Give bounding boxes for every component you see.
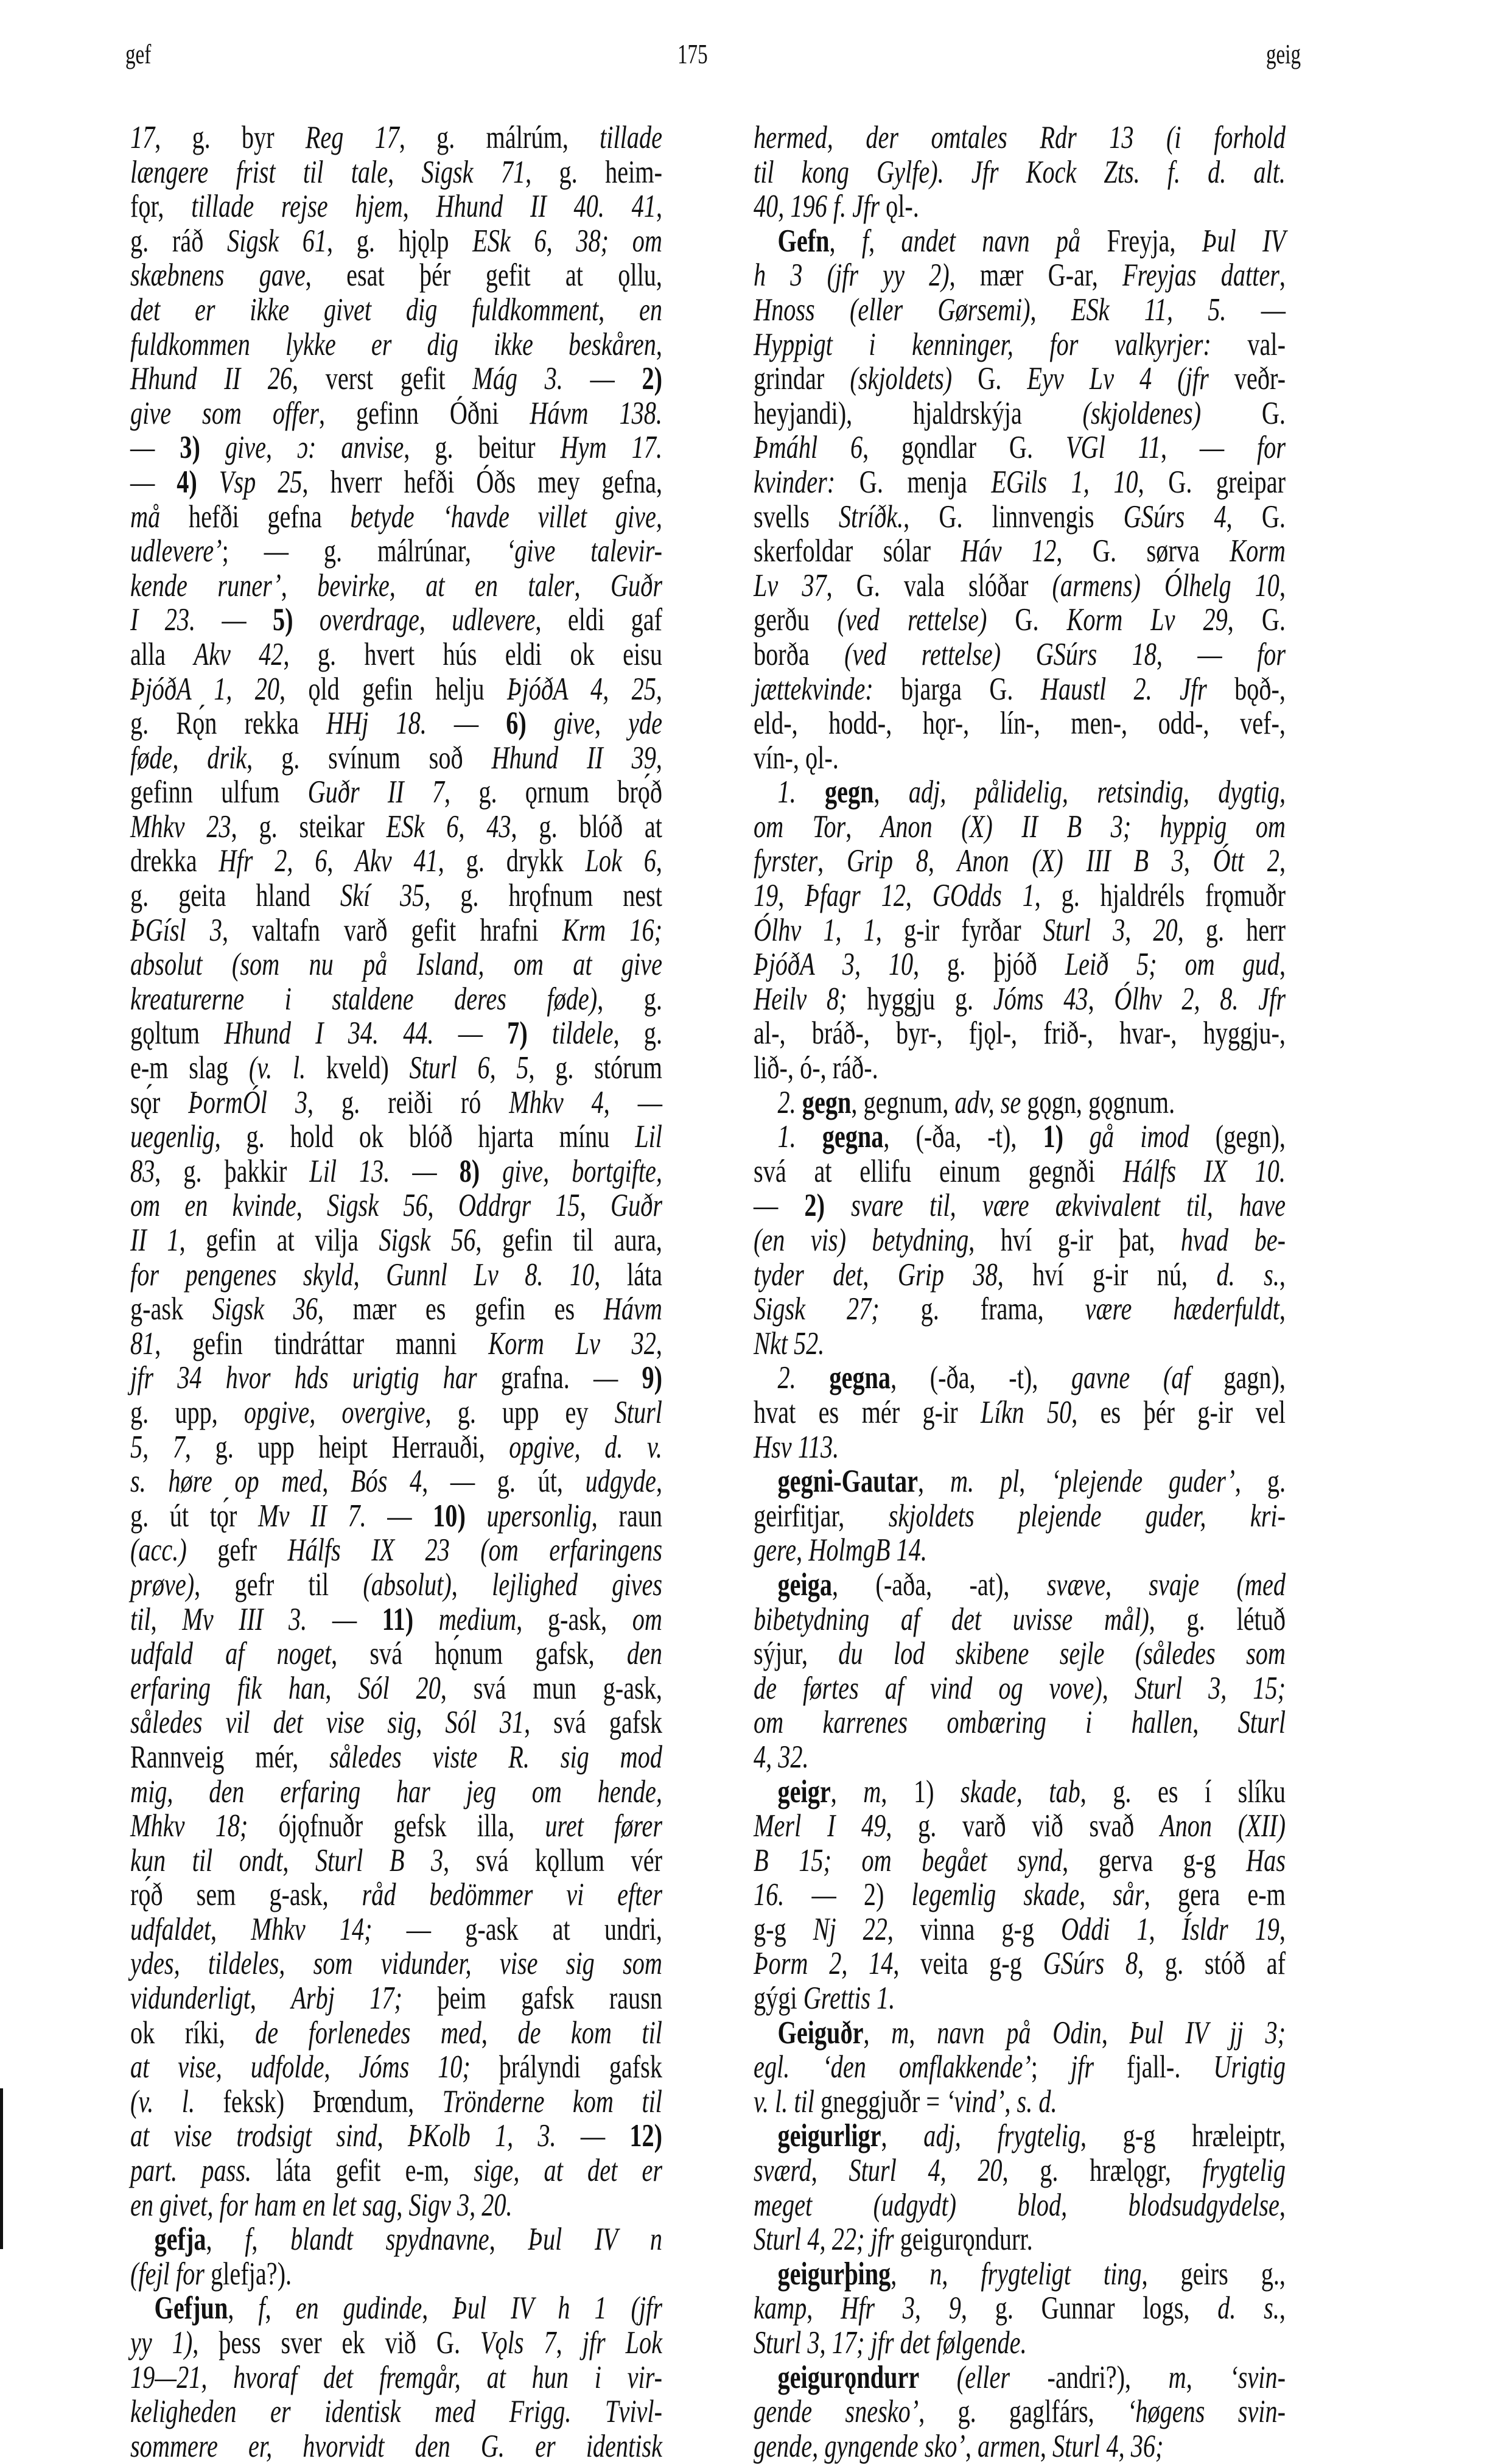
entry-text-line: sǫ́r ÞormÓl 3, g. reiði ró Mhkv 4, — [130, 1084, 663, 1120]
entry-text-line: Ólhv 1, 1, g-ir fyrðar Sturl 3, 20, g. herr [754, 912, 1286, 948]
entry-text-line: det er ikke givet dig fuldkomment, en [130, 292, 662, 328]
entry-text-line: geirfitjar, skjoldets plejende guder, kri- [754, 1498, 1286, 1534]
entry-text-line: udlevere’; — g. málrúnar, ‘give talevir- [130, 533, 662, 569]
entry-text-line: Þorm 2, 14, veita g-g GSúrs 8, g. stóð af [754, 1946, 1286, 1982]
entry-text-line: 19, Þfagr 12, GOdds 1, g. hjaldréls frǫmuðr [754, 878, 1286, 914]
entry-text-line: må hefði gefna betyde ‘havde villet give, [130, 499, 662, 535]
entry-headline: geigr, m, 1) skade, tab, g. es í slíku [777, 1774, 1286, 1809]
entry-text-line: absolut (som nu på Island, om at give [130, 947, 662, 983]
entry-text-line: Hhund II 26, verst gefit Mág 3. — 2) [130, 361, 663, 397]
entry-text-line: lið-, ó-, ráð-. [754, 1050, 878, 1086]
entry-text-line: skæbnens gave, esat þér gefit at ǫllu, [130, 258, 662, 293]
entry-text-line: s. høre op med, Bós 4, — g. út, udgyde, [130, 1464, 663, 1500]
entry-text-line: udfald af noget, svá hǫ́num gafsk, den [130, 1636, 662, 1672]
entry-text-line: længere frist til tale, Sigsk 71, g. heim- [130, 154, 663, 190]
entry-text-line: 19—21, hvoraf det fremgår, at hun i vir- [130, 2359, 662, 2395]
entry-headline: gegni-Gautar, m. pl, ‘plejende guder’, g. [777, 1464, 1286, 1500]
entry-text-line: g. út tǫ́r Mv II 7. — 10) upersonlig, raun [130, 1498, 663, 1534]
entry-text-line: tyder det, Grip 38, hví g-ir nú, d. s., [754, 1257, 1286, 1293]
entry-headline: 2. gegn, gegnum, adv, se gǫgn, gǫgnum. [777, 1084, 1175, 1120]
entry-text-line: 83, g. þakkir Lil 13. — 8) give, bortgifte, [130, 1153, 663, 1189]
entry-text-line: om Tor, Anon (X) II B 3; hyppig om [754, 809, 1286, 844]
entry-text-line: — 2) svare til, være ækvivalent til, have [754, 1188, 1286, 1224]
entry-text-line: udfaldet, Mhkv 14; — g-ask at undri, [130, 1911, 662, 1947]
entry-headline: geigurþing, n, frygteligt ting, geirs g., [777, 2256, 1286, 2292]
entry-text-line: egl. ‘den omflakkende’; jfr fjall-. Urigtig [754, 2049, 1286, 2085]
entry-text-line: gere, HolmgB 14. [754, 1532, 927, 1568]
right-column-lines [754, 121, 1286, 2463]
entry-headline: geiga, (-aða, -at), svæve, svaje (med [777, 1567, 1286, 1602]
entry-text-line: Sturl 4, 22; jfr geigurǫndurr. [754, 2222, 1033, 2258]
entry-text-line: g. ráð Sigsk 61, g. hjǫlp ESk 6, 38; om [130, 223, 662, 259]
entry-text-line: g. upp, opgive, overgive, g. upp ey Sturl [130, 1394, 662, 1430]
entry-text-line: om en kvinde, Sigsk 56, Oddrgr 15, Guðr [130, 1188, 663, 1224]
entry-text-line: om karrenes ombæring i hallen, Sturl [754, 1705, 1286, 1741]
entry-text-line: g. Rǫ́n rekka HHj 18. — 6) give, yde [130, 706, 662, 742]
entry-text-line: heyjandi), hjaldrskýja (skjoldenes) G. [754, 395, 1286, 431]
entry-text-line: gerðu (ved rettelse) G. Korm Lv 29, G. [754, 602, 1286, 638]
entry-text-line: Mhkv 18; ójǫfnuðr gefsk illa, uret fører [130, 1808, 662, 1844]
running-head-right: geig [1266, 38, 1301, 69]
entry-text-line: kvinder: G. menja EGils 1, 10, G. greipar [754, 464, 1286, 500]
entry-text-line: Sturl 3, 17; jfr det følgende. [754, 2325, 1027, 2360]
entry-text-line: de førtes af vind og vove), Sturl 3, 15; [754, 1670, 1286, 1706]
entry-text-line: grindar (skjoldets) G. Eyv Lv 4 (jfr veðr- [754, 361, 1286, 397]
entry-text-line: Merl I 49, g. varð við svað Anon (XII) [754, 1808, 1286, 1844]
entry-text-line: alla Akv 42, g. hvert hús eldi ok eisu [130, 636, 662, 672]
left-column [130, 121, 830, 2463]
entry-headline: 2. gegna, (-ða, -t), gavne (af gagn), [777, 1360, 1286, 1396]
entry-text-line: prøve), gefr til (absolut), lejlighed gives [130, 1567, 663, 1602]
entry-headline: geigurǫndurr (eller -andri?), m, ‘svin- [777, 2359, 1286, 2395]
entry-text-line: Nkt 52. [754, 1325, 825, 1361]
entry-text-line: g. geita hland Skí 35, g. hrǫfnum nest [130, 878, 662, 914]
entry-headline: Gefn, f, andet navn på Freyja, Þul IV [777, 223, 1286, 259]
entry-text-line: Lv 37, G. vala slóðar (armens) Ólhelg 10, [754, 567, 1286, 603]
entry-text-line: Mhkv 23, g. steikar ESk 6, 43, g. blóð at [130, 809, 662, 844]
entry-headline: Geiguðr, m, navn på Odin, Þul IV jj 3; [777, 2015, 1286, 2051]
entry-text-line: svá at ellifu einum gegnði Hálfs IX 10. [754, 1153, 1286, 1189]
entry-text-line: svells Stríðk., G. linnvengis GSúrs 4, G. [754, 499, 1286, 535]
entry-text-line: gýgi Grettis 1. [754, 1981, 895, 2016]
entry-text-line: 81, gefin tindráttar manni Korm Lv 32, [130, 1325, 662, 1361]
entry-headline: gefja, f, blandt spydnavne, Þul IV n [154, 2222, 663, 2258]
entry-text-line: en givet, for ham en let sag, Sigv 3, 20. [130, 2187, 513, 2223]
entry-text-line: kende runer’, bevirke, at en taler, Guðr [130, 567, 663, 603]
entry-text-line: 17, g. byr Reg 17, g. málrúm, tillade [130, 120, 662, 155]
entry-text-line: (acc.) gefr Hálfs IX 23 (om erfaringens [130, 1532, 662, 1568]
entry-text-line: Sigsk 27; g. frama, være hæderfuldt, [754, 1291, 1286, 1327]
entry-text-line: uegenlig, g. hold ok blóð hjarta mínu Lil [130, 1119, 662, 1155]
entry-headline: geigurligr, adj, frygtelig, g-g hræleiptr, [777, 2118, 1286, 2154]
running-head-left: gef [125, 38, 152, 69]
entry-text-line: yy 1), þess sver ek við G. Vǫls 7, jfr Lok [130, 2325, 662, 2360]
entry-text-line: for pengenes skyld, Gunnl Lv 8. 10, láta [130, 1257, 663, 1293]
entry-text-line: — 4) Vsp 25, hverr hefði Óðs mey gefna, [130, 464, 663, 500]
entry-headline: Gefjun, f, en gudinde, Þul IV h 1 (jfr [154, 2290, 663, 2326]
entry-text-line: g-g Nj 22, vinna g-g Oddi 1, Ísldr 19, [754, 1911, 1286, 1947]
entry-text-line: part. pass. láta gefit e-m, sige, at det er [130, 2153, 662, 2189]
entry-text-line: vidunderligt, Arbj 17; þeim gafsk rausn [130, 1981, 663, 2016]
entry-text-line: ok ríki, de forlenedes med, de kom til [130, 2015, 663, 2051]
entry-text-line: give som offer, gefinn Óðni Hávm 138. [130, 395, 662, 431]
entry-text-line: ÞjóðA 1, 20, ǫld gefin helju ÞjóðA 4, 25, [130, 671, 662, 707]
entry-text-line: ydes, tildeles, som vidunder, vise sig som [130, 1946, 662, 1982]
entry-text-line: g-ask Sigsk 36, mær es gefin es Hávm [130, 1291, 662, 1327]
entry-text-line: ÞGísl 3, valtafn varð gefit hrafni Krm 16; [130, 912, 662, 948]
entry-text-line: at vise trodsigt sind, ÞKolb 1, 3. — 12) [130, 2118, 663, 2154]
entry-text-line: Þmáhl 6, gǫndlar G. VGl 11, — for [754, 430, 1286, 466]
entry-text-line: gende snesko’, g. gaglfárs, ‘høgens svin- [754, 2394, 1286, 2430]
entry-text-line: gefinn ulfum Guðr II 7, g. ǫrnum brǫ́ð [130, 774, 663, 810]
entry-text-line: 5, 7, g. upp heipt Herrauði, opgive, d. v. [130, 1429, 662, 1465]
entry-text-line: Hyppigt i kenninger, for valkyrjer: val- [754, 326, 1286, 362]
entry-text-line: ÞjóðA 3, 10, g. þjóð Leið 5; om gud, [754, 947, 1286, 983]
page-number: 175 [677, 38, 708, 69]
entry-text-line: kamp, Hfr 3, 9, g. Gunnar logs, d. s., [754, 2290, 1286, 2326]
entry-text-line: gǫltum Hhund I 34. 44. — 7) tildele, g. [130, 1016, 663, 1051]
entry-text-line: borða (ved rettelse) GSúrs 18, — for [754, 636, 1286, 672]
entry-text-line: Heilv 8; hyggju g. Jóms 43, Ólhv 2, 8. Jfr [754, 981, 1286, 1017]
left-column-lines [130, 121, 662, 2463]
entry-text-line: bibetydning af det uvisse mål), g. létuð [754, 1601, 1286, 1637]
entry-text-line: 40, 196 f. Jfr ǫl-. [754, 189, 919, 225]
entry-text-line: II 1, gefin at vilja Sigsk 56, gefin til aura, [130, 1223, 662, 1258]
right-column [754, 121, 1454, 2463]
entry-text-line: fuldkommen lykke er dig ikke beskåren, [130, 326, 662, 362]
entry-text-line: sýjur, du lod skibene sejle (således som [754, 1636, 1286, 1672]
entry-text-line: 16. — 2) legemlig skade, sår, gera e-m [754, 1877, 1286, 1913]
entry-text-line: eld-, hodd-, hǫr-, lín-, men-, odd-, vef-, [754, 706, 1286, 742]
entry-text-line: til, Mv III 3. — 11) medium, g-ask, om [130, 1601, 663, 1637]
entry-text-line: jættekvinde: bjarga G. Haustl 2. Jfr bǫð-, [754, 671, 1286, 707]
entry-text-line: rǫ́ð sem g-ask, råd bedömmer vi efter [130, 1877, 662, 1913]
entry-text-line: skerfoldar sólar Háv 12, G. sørva Korm [754, 533, 1286, 569]
entry-headline: 1. gegn, adj, pålidelig, retsindig, dygtig, [777, 774, 1286, 810]
scan-edge-shadow [0, 2088, 3, 2249]
entry-text-line: jfr 34 hvor hds urigtig har grafna. — 9) [130, 1360, 662, 1396]
entry-text-line: føde, drik, g. svínum soð Hhund II 39, [130, 740, 662, 776]
entry-text-line: (fejl for glefja?). [130, 2256, 292, 2292]
entry-text-line: fǫr, tillade rejse hjem, Hhund II 40. 41, [130, 189, 663, 225]
entry-text-line: al-, bráð-, byr-, fjǫl-, frið-, hvar-, hyggju-, [754, 1016, 1286, 1051]
entry-text-line: til kong Gylfe). Jfr Kock Zts. f. d. alt. [754, 154, 1286, 190]
entry-text-line: e-m slag (v. l. kveld) Sturl 6, 5, g. stórum [130, 1050, 663, 1086]
entry-text-line: keligheden er identisk med Frigg. Tvivl- [130, 2394, 662, 2430]
entry-text-line: at vise, udfolde, Jóms 10; þrályndi gafsk [130, 2049, 662, 2085]
entry-text-line: kreaturerne i staldene deres føde), g. [130, 981, 662, 1017]
entry-headline: 1. gegna, (-ða, -t), 1) gå imod (gegn), [777, 1119, 1286, 1155]
entry-text-line: vín-, ǫl-. [754, 740, 839, 776]
entry-text-line: Rannveig mér, således viste R. sig mod [130, 1739, 662, 1775]
entry-text-line: hvat es mér g-ir Líkn 50, es þér g-ir vel [754, 1394, 1286, 1430]
entry-text-line: B 15; om begået synd, gerva g-g Has [754, 1842, 1286, 1878]
entry-text-line: I 23. — 5) overdrage, udlevere, eldi gaf [130, 602, 663, 638]
entry-text-line: drekka Hfr 2, 6, Akv 41, g. drykk Lok 6, [130, 843, 662, 879]
entry-text-line: (en vis) betydning, hví g-ir þat, hvad be- [754, 1223, 1286, 1258]
entry-text-line: Hsv 113. [754, 1429, 839, 1465]
entry-text-line: således vil det vise sig, Sól 31, svá gafsk [130, 1705, 662, 1741]
entry-text-line: mig, den erfaring har jeg om hende, [130, 1774, 662, 1809]
entry-text-line: gende, gyngende sko’, armen, Sturl 4, 36; [754, 2428, 1164, 2464]
entry-text-line: 4, 32. [754, 1739, 809, 1775]
entry-text-line: kun til ondt, Sturl B 3, svá kǫllum vér [130, 1842, 662, 1878]
entry-text-line: h 3 (jfr yy 2), mær G-ar, Freyjas datter, [754, 258, 1286, 293]
entry-text-line: Hnoss (eller Gørsemi), ESk 11, 5. — [754, 292, 1286, 328]
entry-text-line: sommere er, hvorvidt den G. er identisk [130, 2428, 662, 2464]
entry-text-line: meget (udgydt) blod, blodsudgydelse, [754, 2187, 1286, 2223]
entry-text-line: (v. l. feksk) Þrœndum, Trönderne kom til [130, 2083, 662, 2119]
entry-text-line: sværd, Sturl 4, 20, g. hrælǫgr, frygtelig [754, 2153, 1286, 2189]
entry-text-line: hermed, der omtales Rdr 13 (i forhold [754, 120, 1286, 155]
entry-text-line: v. l. til gneggjuðr = ‘vind’, s. d. [754, 2083, 1057, 2119]
entry-text-line: erfaring fik han, Sól 20, svá mun g-ask, [130, 1670, 662, 1706]
entry-text-line: fyrster, Grip 8, Anon (X) III B 3, Ótt 2, [754, 843, 1286, 879]
entry-text-line: — 3) give, ɔ: anvise, g. beitur Hym 17. [130, 430, 663, 466]
